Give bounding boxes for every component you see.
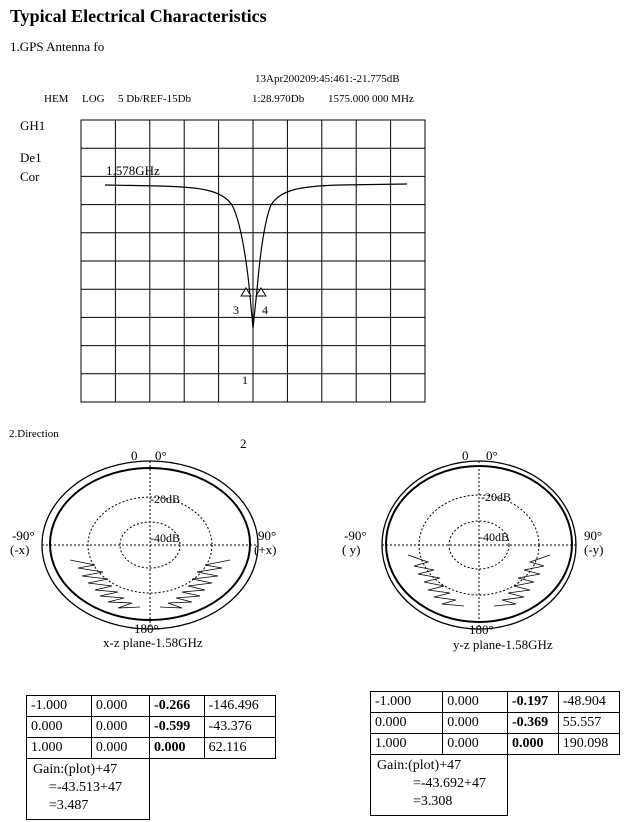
table-cell: 0.000: [27, 717, 92, 738]
page-title: Typical Electrical Characteristics: [10, 6, 267, 26]
left-angle-label: -90°: [12, 528, 35, 543]
top-label-0: 0: [462, 448, 469, 463]
plot-header-timestamp: 13Apr200209:45:461:-21.775dB: [255, 73, 400, 85]
gain-substitution: =-43.513+47: [49, 780, 122, 795]
table-cell: -0.599: [150, 717, 205, 738]
gain-substitution: =-43.692+47: [413, 776, 486, 791]
table-cell: -48.904: [558, 692, 619, 713]
ring-label-40db: -40dB: [150, 531, 180, 545]
table-cell: 0.000: [91, 696, 149, 717]
plot-caption: y-z plane-1.58GHz: [453, 637, 553, 652]
table-cell: -43.376: [204, 717, 275, 738]
top-label-deg: 0°: [486, 448, 498, 463]
table-row: [371, 713, 620, 734]
plot-caption: x-z plane-1.58GHz: [103, 635, 203, 650]
top-label-0: 0: [131, 448, 138, 463]
table-row: [27, 696, 276, 717]
table-cell: -0.369: [508, 713, 559, 734]
pattern-lobe-left: [70, 560, 140, 608]
table-cell: 0.000: [150, 738, 205, 759]
data-table-right: [370, 691, 620, 816]
table-cell: -0.197: [508, 692, 559, 713]
radiation-pattern-xz: [0, 440, 310, 660]
ring-label-40db: -40dB: [479, 530, 509, 544]
gain-result: =3.487: [49, 798, 89, 813]
gain-cell: [27, 759, 150, 820]
gain-formula: Gain:(plot)+47: [377, 758, 462, 773]
plot-header-frequency: 1575.000 000 MHz: [328, 93, 414, 105]
table-cell: 0.000: [508, 734, 559, 755]
side-label-del: De1: [20, 150, 42, 165]
empty-cell: [150, 759, 276, 820]
left-axis-label: ( y): [342, 542, 361, 557]
table-cell: 1.000: [27, 738, 92, 759]
plot-header-log: LOG: [82, 93, 105, 105]
table-cell: 0.000: [91, 738, 149, 759]
section2-heading: 2.Direction: [9, 428, 59, 440]
gain-cell: [371, 755, 508, 816]
marker-4-label: 4: [262, 303, 268, 317]
right-angle-label: 90°: [258, 528, 277, 543]
table-cell: 0.000: [91, 717, 149, 738]
right-angle-label: 90°: [584, 528, 603, 543]
right-axis-label: (+x): [254, 542, 277, 557]
table-cell: 190.098: [558, 734, 619, 755]
table-cell: 0.000: [371, 713, 443, 734]
right-axis-label: (-y): [584, 542, 604, 557]
bottom-angle-label: 180°: [469, 622, 494, 637]
plot-header-scale: 5 Db/REF-15Db: [118, 93, 192, 105]
side-label-gh1: GH1: [20, 118, 46, 133]
pattern-lobe-right: [160, 560, 230, 608]
radiation-pattern-yz: [316, 440, 627, 660]
plot-header-marker: 1:28.970Db: [252, 93, 305, 105]
ring-label-20db: -20dB: [481, 490, 511, 504]
table-cell: -0.266: [150, 696, 205, 717]
gain-result: =3.308: [413, 794, 453, 809]
gain-row: [27, 759, 276, 820]
table-cell: 0.000: [443, 713, 508, 734]
table-cell: 0.000: [443, 734, 508, 755]
section1-heading: 1.GPS Antenna fo: [10, 39, 105, 54]
table-cell: 55.557: [558, 713, 619, 734]
table-cell: 62.116: [204, 738, 275, 759]
top-label-deg: 0°: [155, 448, 167, 463]
table-row: [27, 738, 276, 759]
table-row: [371, 734, 620, 755]
left-axis-label: (-x): [10, 542, 30, 557]
table-cell: -1.000: [27, 696, 92, 717]
table-row: [371, 692, 620, 713]
gain-row: [371, 755, 620, 816]
section2-number: 2: [240, 436, 247, 451]
table-cell: 0.000: [443, 692, 508, 713]
plot-header-hem: HEM: [44, 93, 69, 105]
table-row: [27, 717, 276, 738]
table-cell: 1.000: [371, 734, 443, 755]
ring-label-20db: -20dB: [150, 492, 180, 506]
left-angle-label: -90°: [344, 528, 367, 543]
gain-formula: Gain:(plot)+47: [33, 762, 118, 777]
bottom-angle-label: 180°: [134, 621, 159, 636]
marker-1-label: 1: [242, 373, 248, 387]
table-cell: -146.496: [204, 696, 275, 717]
side-label-cor: Cor: [20, 169, 40, 184]
marker-3-label: 3: [233, 303, 239, 317]
empty-cell: [508, 755, 620, 816]
data-table-left: [26, 695, 276, 820]
table-cell: -1.000: [371, 692, 443, 713]
curve-label: 1.578GHz: [106, 163, 160, 178]
